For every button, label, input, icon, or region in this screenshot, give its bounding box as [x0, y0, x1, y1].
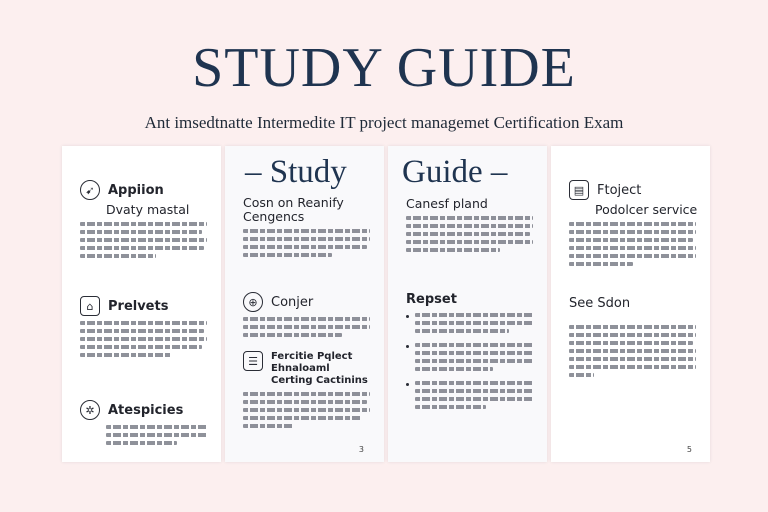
globe-icon: ⊕ [243, 292, 263, 312]
panel-2 [225, 146, 384, 462]
body-text [80, 321, 207, 357]
house-icon: ⌂ [80, 296, 100, 316]
body-text [569, 222, 696, 266]
list-item [406, 313, 533, 337]
compass-icon: ➹ [80, 180, 100, 200]
section-prelvets: ⌂ Prelvets [80, 296, 207, 361]
body-text [243, 317, 370, 337]
section-ftoject: ▤ Ftoject Podolcer service [569, 180, 696, 270]
section-canesf: Canesf pland [406, 194, 533, 256]
panel-3 [388, 146, 547, 462]
page-number: 3 [358, 445, 364, 454]
body-text [406, 216, 533, 252]
section-certing: ☰ Fercitie Pqlect Ehnaloaml Certing Cactinins [243, 351, 370, 432]
body-text [569, 325, 696, 377]
spread-heading-right: Guide – [402, 154, 508, 190]
network-icon: ✲ [80, 400, 100, 420]
list-item [406, 381, 533, 413]
body-text [80, 222, 207, 258]
section-appiion: ➹ Appiion Dvaty mastal [80, 180, 207, 262]
panel-4 [551, 146, 710, 462]
body-text [243, 229, 370, 257]
guide-spread [62, 146, 710, 462]
page-number: 5 [686, 445, 692, 454]
page-subtitle: Ant imsedtnatte Intermedite IT project managemet Certification Exam [144, 113, 624, 132]
spread-heading-left: – Study [245, 154, 347, 190]
list-item [406, 343, 533, 375]
body-text [243, 392, 370, 428]
body-text [106, 425, 207, 445]
checklist-icon: ☰ [243, 351, 263, 371]
section-repset: Repset [406, 292, 533, 413]
section-atespicies: ✲ Atespicies [80, 400, 207, 449]
section-reanify: Cosn on Reanify Cengencs [243, 194, 370, 261]
section-see-sdon: See Sdon [569, 296, 696, 381]
panel-1 [62, 146, 221, 462]
clipboard-icon: ▤ [569, 180, 589, 200]
page-title: STUDY GUIDE [192, 37, 576, 99]
section-conjer: ⊕ Conjer [243, 292, 370, 341]
